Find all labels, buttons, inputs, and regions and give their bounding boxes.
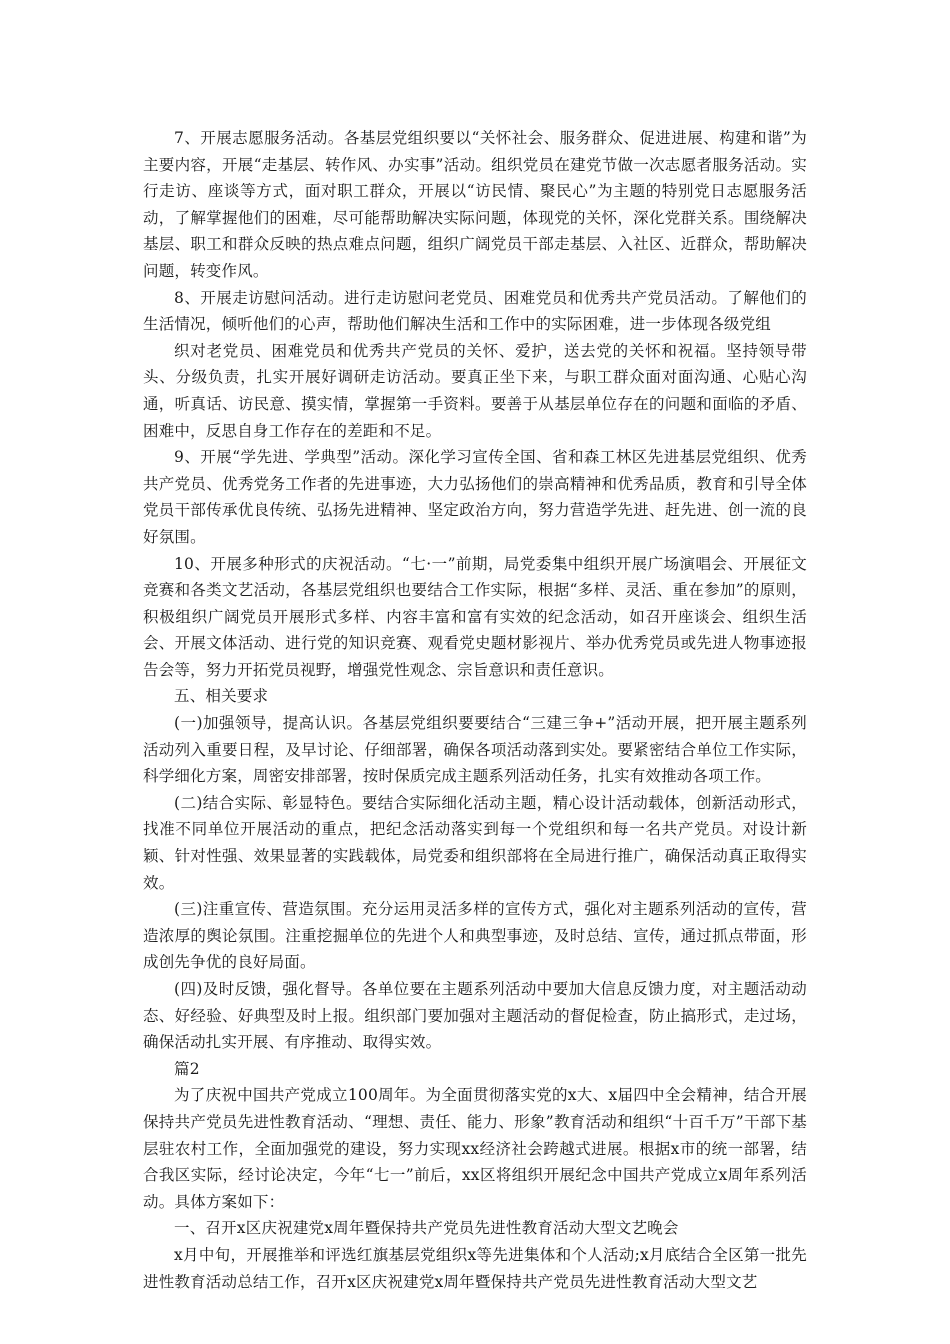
part-2-section-1-body: x月中旬，开展推举和评选红旗基层党组织x等先进集体和个人活动;x月底结合全区第一批先进性教育活动总结工作，召开x区庆祝建党x周年暨保持共产党员先进性教育活动大型文艺 (143, 1245, 807, 1291)
requirement-3: (三)注重宣传、营造氛围。充分运用灵活多样的宣传方式，强化对主题系列活动的宣传，营造浓厚的舆论氛围。注重挖掘单位的先进个人和典型事迹，及时总结、宣传，通过抓点带面，形成创先争优的良好局面。 (143, 900, 807, 972)
section-heading-requirements: 五、相关要求 (174, 687, 269, 706)
paragraph-item-9: 9、开展“学先进、学典型”活动。深化学习宣传全国、省和森工林区先进基层党组织、优秀共产党员、优秀党务工作者的先进事迹，大力弘扬他们的崇高精神和优秀品质，教育和引导全体党员干部传承优良传统、弘扬先进精神、坚定政治方向，努力营造学先进、赶先进、创一流的良好氛围。 (143, 448, 807, 546)
requirement-2: (二)结合实际、彰显特色。要结合实际细化活动主题，精心设计活动载体，创新活动形式，找准不同单位开展活动的重点，把纪念活动落实到每一个党组织和每一名共产党员。对设计新颖、针对性强、效果显著的实践载体，局党委和组织部将在全局进行推广，确保活动真正取得实效。 (143, 793, 807, 892)
requirement-1: (一)加强领导，提高认识。各基层党组织要要结合“三建三争+”活动开展，把开展主题系列活动列入重要日程，及早讨论、仔细部署，确保各项活动落到实处。要紧密结合单位工作实际，科学细化方案，周密安排部署，按时保质完成主题系列活动任务，扎实有效推动各项工作。 (143, 714, 807, 786)
part-2-section-1-heading: 一、召开x区庆祝建党x周年暨保持共产党员先进性教育活动大型文艺晚会 (174, 1219, 679, 1238)
paragraph-item-7: 7、开展志愿服务活动。各基层党组织要以“关怀社会、服务群众、促进进展、构建和谐”为主要内容，开展“走基层、转作风、办实事”活动。组织党员在建党节做一次志愿者服务活动。实行走访、座谈等方式，面对职工群众，开展以“访民情、聚民心”为主题的特别党日志愿服务活动，了解掌握他们的困难，尽可能帮助解决实际问题，体现党的关怀，深化党群关系。围绕解决基层、职工和群众反映的热点难点问题，组织广阔党员干部走基层、入社区、近群众，帮助解决问题，转变作风。 (143, 129, 807, 280)
paragraph-item-8-continued: 织对老党员、困难党员和优秀共产党员的关怀、爱护，送去党的关怀和祝福。坚持领导带头、分级负责，扎实开展好调研走访活动。要真正坐下来，与职工群众面对面沟通、心贴心沟通，听真话、访民意、摸实情，掌握第一手资料。要善于从基层单位存在的问题和面临的矛盾、困难中，反思自身工作存在的差距和不足。 (143, 341, 807, 440)
paragraph-item-8: 8、开展走访慰问活动。进行走访慰问老党员、困难党员和优秀共产党员活动。了解他们的生活情况，倾听他们的心声，帮助他们解决生活和工作中的实际困难，进一步体现各级党组 (143, 288, 807, 334)
part-2-intro: 为了庆祝中国共产党成立100周年。为全面贯彻落实党的x大、x届四中全会精神，结合开展保持共产党员先进性教育活动、“理想、责任、能力、形象”教育活动和组织“十百千万”干部下基层驻农村工作，全面加强党的建设，努力实现xx经济社会跨越式进展。根据x市的统一部署，结合我区实际，经讨论决定，今年“七一”前后，xx区将组织开展纪念中国共产党成立x周年系列活动。具体方案如下： (143, 1086, 807, 1211)
requirement-4: (四)及时反馈，强化督导。各单位要在主题系列活动中要加大信息反馈力度，对主题活动动态、好经验、好典型及时上报。组织部门要加强对主题活动的督促检查，防止搞形式，走过场，确保活动扎实开展、有序推动、取得实效。 (143, 980, 807, 1052)
part-heading-2: 篇2 (174, 1059, 200, 1078)
document-page (143, 125, 807, 1295)
paragraph-item-10: 10、开展多种形式的庆祝活动。“七·一”前期，局党委集中组织开展广场演唱会、开展征文竞赛和各类文艺活动，各基层党组织也要结合工作实际，根据“多样、灵活、重在参加”的原则，积极组织广阔党员开展形式多样、内容丰富和富有实效的纪念活动，如召开座谈会、组织生活会、开展文体活动、进行党的知识竞赛、观看党史题材影视片、举办优秀党员或先进人物事迹报告会等，努力开拓党员视野，增强党性观念、宗旨意识和责任意识。 (143, 554, 807, 679)
